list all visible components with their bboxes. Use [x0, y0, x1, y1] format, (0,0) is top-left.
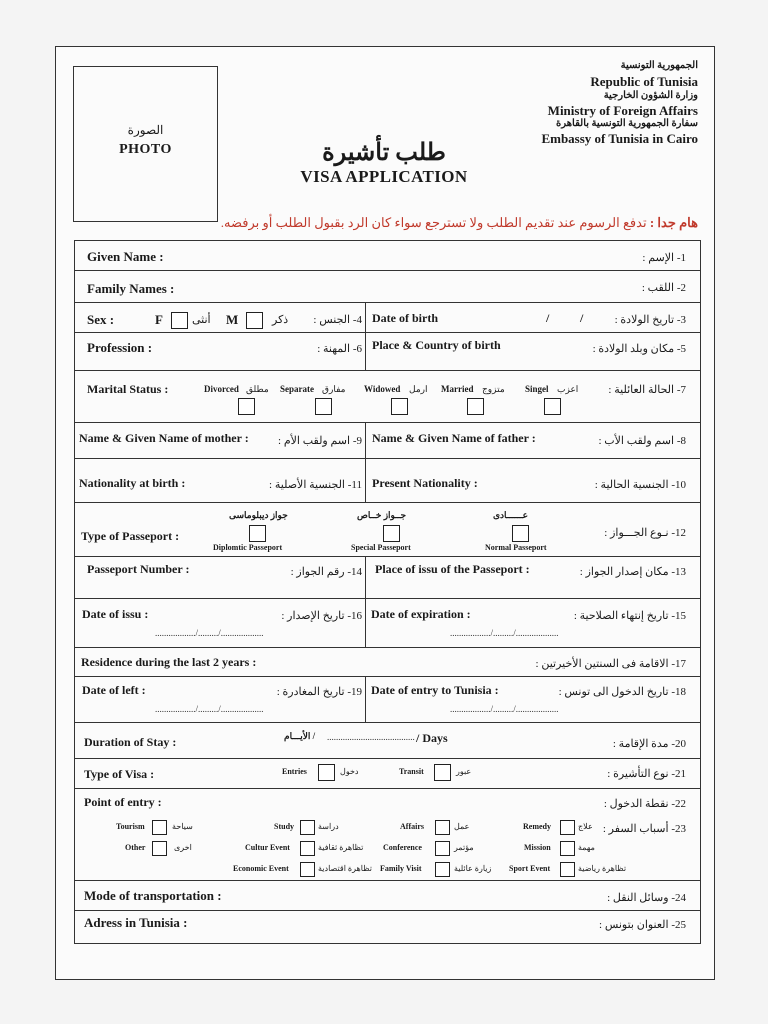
given-name-label: Given Name : [87, 249, 164, 264]
remedy-label-ar: علاج [578, 822, 593, 831]
special-label: Special Passeport [351, 543, 411, 552]
expiration-date-label: Date of expiration : [371, 607, 471, 621]
passport-type-label: Type of Passeport : [81, 529, 180, 543]
transit-label-ar: عبور [456, 767, 472, 776]
special-checkbox[interactable] [383, 525, 400, 542]
row-line [74, 332, 701, 333]
female-checkbox[interactable] [171, 312, 188, 329]
issue-date-label-ar: 16- تاريخ الإصدار : [281, 610, 362, 622]
row-line [74, 270, 701, 271]
duration-label: Duration of Stay : [84, 735, 177, 749]
affairs-checkbox[interactable] [435, 820, 450, 835]
photo-label-en: PHOTO [119, 142, 172, 157]
transit-label: Transit [399, 767, 424, 776]
female-label-ar: أنثى [192, 314, 211, 326]
given-name-label-ar: 1- الإسم : [642, 252, 686, 264]
sport-event-label: Sport Event [509, 864, 551, 873]
address-label: Adress in Tunisia : [84, 915, 188, 930]
entries-checkbox[interactable] [318, 764, 335, 781]
economic-event-label-ar: تظاهرة اقتصادية [318, 864, 372, 873]
passport-type-label-ar: 12- نـوع الجـــواز : [604, 527, 686, 539]
republic-en: Republic of Tunisia [590, 74, 698, 89]
transportation-label: Mode of transportation : [84, 888, 222, 903]
mother-name-label-ar: 9- اسم ولقب الأم : [278, 435, 362, 447]
present-nationality-label: Present Nationality : [372, 476, 478, 490]
widowed-label: Widowed [364, 384, 401, 394]
row-line [74, 910, 701, 911]
row-line [74, 422, 701, 423]
widowed-label-ar: ارمل [409, 384, 428, 394]
passport-issue-place-label-ar: 13- مكان إصدار الجواز : [579, 566, 686, 578]
male-label: M [226, 312, 239, 327]
male-checkbox[interactable] [246, 312, 263, 329]
photo-label-ar: الصورة [127, 123, 164, 137]
notice-text: تدفع الرسوم عند تقديم الطلب ولا تسترجع سواء كان الرد بقبول الطلب أو برفضه. [220, 215, 647, 230]
conference-label: Conference [383, 843, 422, 852]
divorced-checkbox[interactable] [238, 398, 255, 415]
ministry-ar: وزارة الشؤون الخارجية [603, 90, 698, 101]
single-checkbox[interactable] [544, 398, 561, 415]
special-label-ar: جــواز خــاص [357, 510, 407, 520]
study-label-ar: دراسة [318, 822, 339, 831]
notice-prefix: هام جدا : [649, 215, 698, 230]
study-label: Study [274, 822, 295, 831]
visa-type-label: Type of Visa : [84, 767, 155, 781]
diplomatic-checkbox[interactable] [249, 525, 266, 542]
profession-label: Profession : [87, 340, 153, 355]
marital-status-label: Marital Status : [87, 382, 169, 396]
cultur-event-checkbox[interactable] [300, 841, 315, 856]
normal-label-ar: عــــــادى [493, 510, 528, 520]
diplomatic-label-ar: جواز ديبلوماسى [229, 510, 288, 520]
affairs-label: Affairs [400, 822, 424, 831]
duration-field[interactable]: ....................................... [327, 732, 415, 742]
row-line [74, 676, 701, 677]
sport-event-checkbox[interactable] [560, 862, 575, 877]
transit-checkbox[interactable] [434, 764, 451, 781]
present-nationality-label-ar: 10- الجنسية الحالية : [594, 479, 686, 491]
place-of-birth-label-ar: 5- مكان وبلد الولادة : [592, 343, 686, 355]
separate-label: Separate [280, 384, 314, 394]
entries-label: Entries [282, 767, 307, 776]
cultur-event-label: Cultur Event [245, 843, 290, 852]
row-line [74, 788, 701, 789]
col-line [365, 302, 366, 370]
mission-label: Mission [524, 843, 551, 852]
married-label-ar: متزوج [482, 384, 505, 394]
divorced-label: Divorced [204, 384, 239, 394]
cultur-event-label-ar: تظاهرة ثقافية [318, 843, 364, 852]
normal-label: Normal Passeport [485, 543, 547, 552]
other-label-ar: اخرى [174, 843, 192, 852]
divorced-label-ar: مطلق [246, 384, 269, 394]
separate-label-ar: مفارق [322, 384, 346, 394]
title-ar: طلب تأشيرة [322, 140, 446, 166]
married-checkbox[interactable] [467, 398, 484, 415]
remedy-label: Remedy [523, 822, 551, 831]
family-names-label: Family Names : [87, 281, 175, 296]
remedy-checkbox[interactable] [560, 820, 575, 835]
father-name-label-ar: 8- اسم ولقب الأب : [598, 435, 686, 447]
conference-label-ar: مؤتمر [454, 843, 474, 852]
female-label: F [155, 312, 163, 327]
profession-label-ar: 6- المهنة : [317, 343, 362, 355]
date-of-birth-label: Date of birth [372, 311, 438, 325]
expiration-date-field[interactable]: ................../........./................... [450, 628, 559, 638]
row-line [74, 502, 701, 503]
nationality-birth-label-ar: 11- الجنسية الأصلية : [269, 479, 362, 491]
single-label-ar: اعزب [557, 384, 579, 394]
sport-event-label-ar: تظاهرة رياضية [578, 864, 627, 873]
row-line [74, 458, 701, 459]
col-line [365, 676, 366, 722]
other-checkbox[interactable] [152, 841, 167, 856]
date-of-left-field[interactable]: ................../........./................... [155, 704, 264, 714]
mother-name-label: Name & Given Name of mother : [79, 431, 249, 445]
date-of-birth-label-ar: 3- تاريخ الولادة : [614, 314, 686, 326]
row-line [74, 598, 701, 599]
days-label: / Days [416, 731, 448, 745]
separate-checkbox[interactable] [315, 398, 332, 415]
mission-checkbox[interactable] [560, 841, 575, 856]
diplomatic-label: Diplomtic Passeport [213, 543, 283, 552]
date-of-entry-field[interactable]: ................../........./................... [450, 704, 559, 714]
travel-reasons-label-ar: 23- أسباب السفر : [602, 823, 686, 835]
father-name-label: Name & Given Name of father : [372, 431, 536, 445]
economic-event-label: Economic Event [233, 864, 289, 873]
family-visit-checkbox[interactable] [435, 862, 450, 877]
tourism-label: Tourism [116, 822, 145, 831]
dob-separator-1: / [546, 311, 550, 325]
date-of-left-label: Date of left : [82, 683, 146, 697]
mission-label-ar: مهمة [578, 843, 595, 852]
republic-ar: الجمهورية التونسية [620, 60, 698, 71]
family-visit-label-ar: زيارة عائلية [454, 864, 492, 873]
ministry-en: Ministry of Foreign Affairs [547, 103, 698, 118]
marital-status-label-ar: 7- الحالة العائلية : [608, 384, 686, 396]
residence-label-ar: 17- الاقامة فى السنتين الأخيرتين : [535, 658, 686, 670]
widowed-checkbox[interactable] [391, 398, 408, 415]
address-label-ar: 25- العنوان بتونس : [599, 919, 686, 931]
row-line [74, 556, 701, 557]
duration-label-ar: 20- مدة الإقامة : [612, 738, 686, 750]
row-line [74, 880, 701, 881]
dob-separator-2: / [580, 311, 584, 325]
row-line [74, 370, 701, 371]
transportation-label-ar: 24- وسائل النقل : [607, 892, 686, 904]
family-names-label-ar: 2- اللقب : [641, 282, 686, 294]
title-en: VISA APPLICATION [300, 167, 468, 186]
passport-issue-place-label: Place of issu of the Passeport : [375, 562, 530, 576]
passport-number-label: Passeport Number : [87, 562, 190, 576]
sex-label: Sex : [87, 312, 115, 327]
issue-date-label: Date of issu : [82, 607, 149, 621]
passport-number-label-ar: 14- رقم الجواز : [290, 566, 362, 578]
male-label-ar: ذكر [272, 314, 289, 326]
col-line [365, 422, 366, 502]
tourism-checkbox[interactable] [152, 820, 167, 835]
row-line [74, 758, 701, 759]
nationality-birth-label: Nationality at birth : [79, 476, 186, 490]
point-of-entry-label: Point of entry : [84, 795, 162, 809]
issue-date-field[interactable]: ................../........./................... [155, 628, 264, 638]
date-of-entry-label-ar: 18- تاريخ الدخول الى تونس : [558, 686, 686, 698]
residence-label: Residence during the last 2 years : [81, 655, 257, 669]
days-label-ar: / الأيـــام [284, 731, 316, 741]
point-of-entry-label-ar: 22- نقطة الدخول : [603, 798, 686, 810]
date-of-entry-label: Date of entry to Tunisia : [371, 683, 499, 697]
col-line [365, 556, 366, 647]
embassy-en: Embassy of Tunisia in Cairo [541, 131, 698, 146]
affairs-label-ar: عمل [454, 822, 470, 831]
single-label: Singel [525, 384, 549, 394]
entries-label-ar: دخول [340, 767, 359, 776]
normal-checkbox[interactable] [512, 525, 529, 542]
other-label: Other [125, 843, 146, 852]
expiration-date-label-ar: 15- تاريخ إنتهاء الصلاحية : [573, 610, 686, 622]
tourism-label-ar: سياحة [172, 822, 193, 831]
fee-notice [221, 215, 698, 231]
economic-event-checkbox[interactable] [300, 862, 315, 877]
row-line [74, 647, 701, 648]
conference-checkbox[interactable] [435, 841, 450, 856]
place-of-birth-label: Place & Country of birth [372, 338, 501, 352]
study-checkbox[interactable] [300, 820, 315, 835]
married-label: Married [441, 384, 474, 394]
date-of-left-label-ar: 19- تاريخ المغادرة : [276, 686, 362, 698]
visa-type-label-ar: 21- نوع التأشيرة : [607, 768, 686, 780]
row-line [74, 302, 701, 303]
sex-label-ar: 4- الجنس : [313, 314, 362, 326]
embassy-ar: سفارة الجمهورية التونسية بالقاهرة [556, 118, 698, 129]
row-line [74, 722, 701, 723]
family-visit-label: Family Visit [380, 864, 422, 873]
